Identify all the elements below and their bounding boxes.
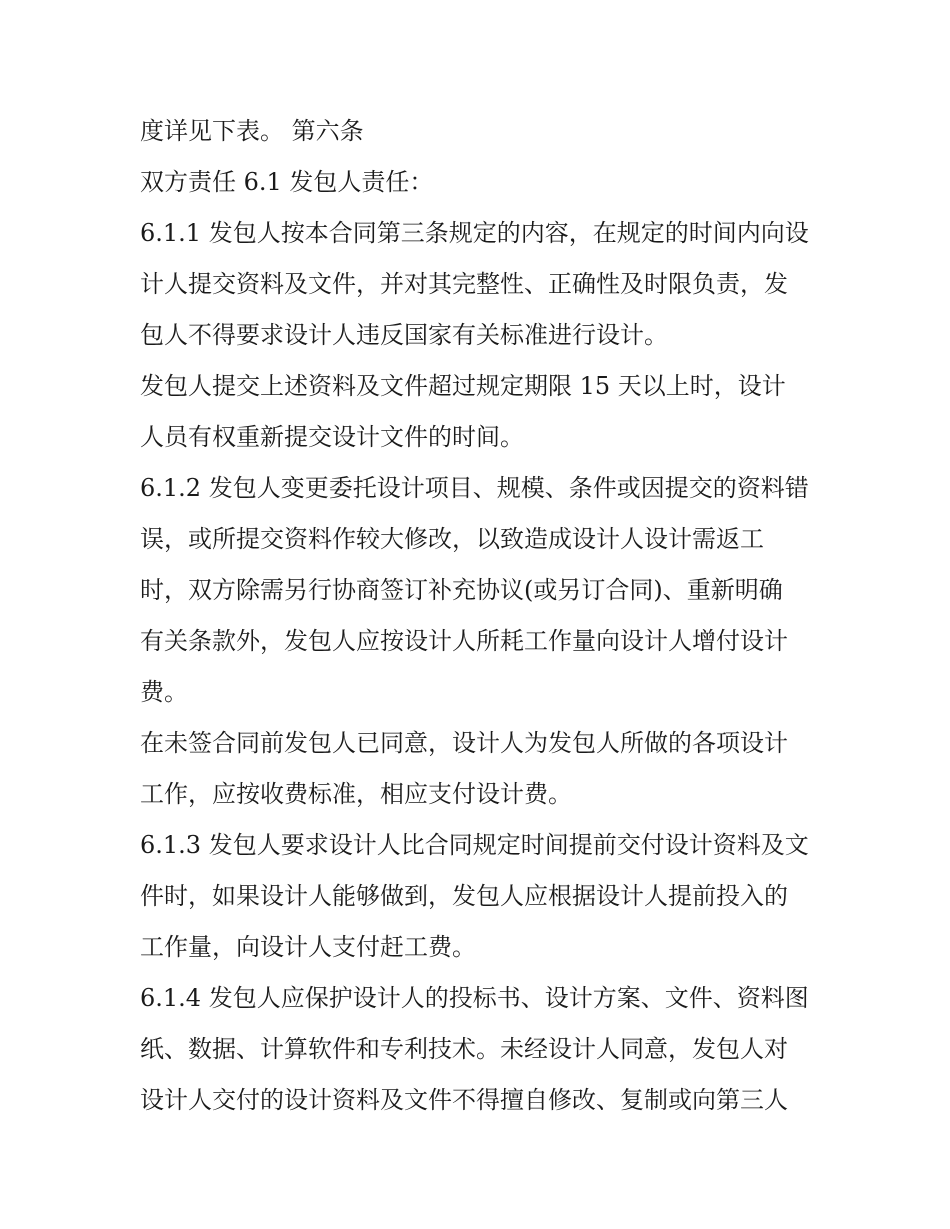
text-line: 发包人提交上述资料及文件超过规定期限 15 天以上时，设计 xyxy=(140,372,786,400)
text-line: 6.1.2 发包人变更委托设计项目、规模、条件或因提交的资料错 xyxy=(140,474,809,502)
text-line: 6.1.4 发包人应保护设计人的投标书、设计方案、文件、资料图 xyxy=(140,984,809,1012)
text-line: 有关条款外，发包人应按设计人所耗工作量向设计人增付设计 xyxy=(140,627,788,655)
text-line: 误，或所提交资料作较大修改，以致造成设计人设计需返工 xyxy=(140,525,764,553)
text-line: 人员有权重新提交设计文件的时间。 xyxy=(140,423,524,451)
text-line: 设计人交付的设计资料及文件不得擅自修改、复制或向第三人 xyxy=(140,1086,788,1114)
text-line: 纸、数据、计算软件和专利技术。未经设计人同意，发包人对 xyxy=(140,1035,788,1063)
text-line: 6.1.1 发包人按本合同第三条规定的内容，在规定的时间内向设 xyxy=(140,219,809,247)
text-line: 6.1.3 发包人要求设计人比合同规定时间提前交付设计资料及文 xyxy=(140,831,809,859)
text-line: 在未签合同前发包人已同意，设计人为发包人所做的各项设计 xyxy=(140,729,788,757)
text-line: 工作，应按收费标准，相应支付设计费。 xyxy=(140,780,572,808)
text-line: 时，双方除需另行协商签订补充协议(或另订合同)、重新明确 xyxy=(140,576,783,604)
document-body xyxy=(140,106,820,1126)
text-line: 度详见下表。 第六条 xyxy=(140,117,364,145)
text-line: 件时，如果设计人能够做到，发包人应根据设计人提前投入的 xyxy=(140,882,788,910)
text-line: 工作量，向设计人支付赶工费。 xyxy=(140,933,476,961)
text-line: 费。 xyxy=(140,678,188,706)
text-line: 双方责任 6.1 发包人责任： xyxy=(140,168,434,196)
text-line: 计人提交资料及文件，并对其完整性、正确性及时限负责，发 xyxy=(140,270,788,298)
text-line: 包人不得要求设计人违反国家有关标准进行设计。 xyxy=(140,321,668,349)
